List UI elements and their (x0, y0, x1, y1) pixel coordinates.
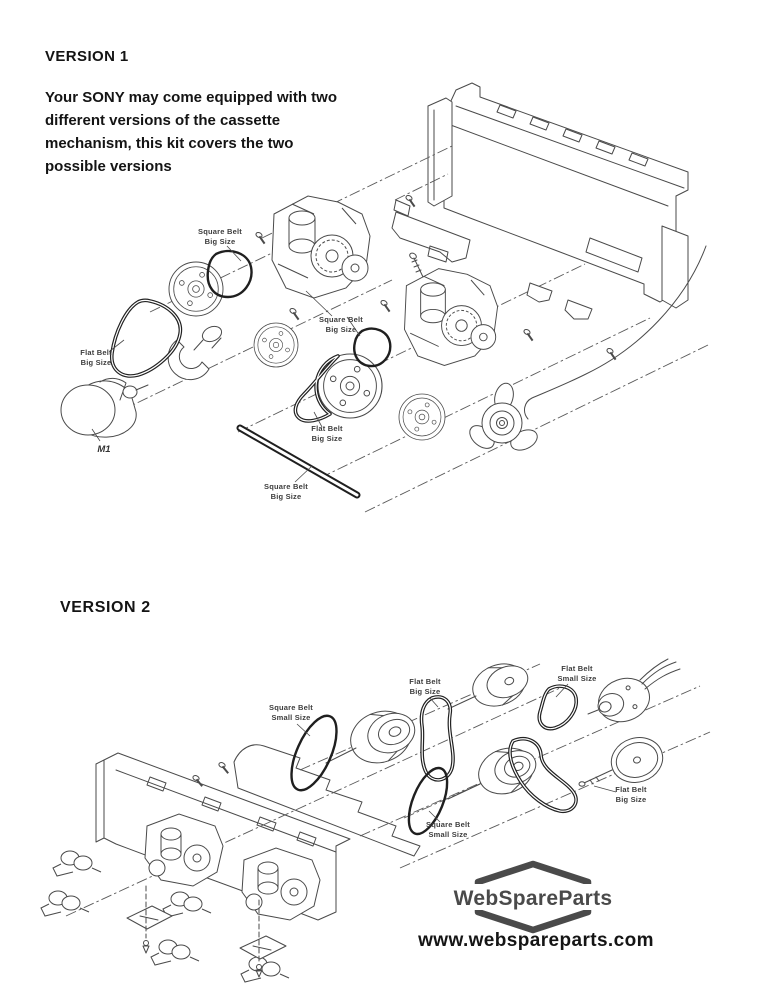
label-flat-belt-small: Flat Belt (561, 664, 593, 673)
mechanism-assembly-4 (242, 848, 320, 920)
pinch-roller (241, 957, 289, 982)
screw (254, 231, 268, 243)
svg-text:Small Size: Small Size (557, 674, 597, 683)
webspareparts-logo (438, 860, 628, 934)
flywheel-large (169, 262, 223, 316)
pulley-mid (472, 739, 543, 801)
mounting-pad (127, 906, 172, 929)
version2-heading: VERSION 2 (60, 599, 151, 616)
leader-line (594, 786, 616, 792)
label-square-belt-small-top: Square Belt (269, 703, 313, 712)
mechanism-assembly-1 (272, 196, 370, 298)
svg-text:Big Size: Big Size (270, 492, 302, 501)
leader-line (430, 698, 438, 707)
svg-text:Big Size: Big Size (615, 795, 647, 804)
website-url: www.webspareparts.com (418, 930, 654, 951)
lobed-mount (465, 381, 540, 454)
label-square-belt-big-top: Square Belt (198, 227, 242, 236)
svg-text:Big Size: Big Size (325, 325, 357, 334)
pinch-roller (163, 892, 211, 917)
label-flat-belt-big-top: Flat Belt (409, 677, 441, 686)
intro-paragraph: Your SONY may come equipped with two different versions of the cassette mechanism, this kit covers the two possible versions (45, 89, 337, 175)
pulley-top (467, 656, 535, 714)
screw (217, 762, 231, 774)
screw (404, 194, 418, 206)
coupling-piece (168, 324, 224, 380)
label-flat-belt-big-left: Flat Belt (80, 348, 112, 357)
screw (605, 347, 619, 359)
axis-line (400, 732, 710, 868)
screw (288, 307, 302, 319)
svg-text:Small Size: Small Size (271, 713, 311, 722)
leader-line (295, 466, 312, 482)
square-belt-big-mid-part (354, 329, 390, 366)
logo-text: WebSpareParts (453, 887, 613, 910)
pulley-shaft (448, 784, 480, 799)
label-motor-m1: M1 (97, 444, 111, 455)
svg-text:Small Size: Small Size (428, 830, 468, 839)
motor-m1 (61, 378, 148, 437)
label-flat-belt-big-right: Flat Belt (615, 785, 647, 794)
pulley-right-disc (605, 731, 668, 789)
pulley-big (343, 701, 423, 771)
label-square-belt-big-mid: Square Belt (319, 315, 363, 324)
flywheel-right (399, 394, 445, 440)
screw (379, 299, 393, 311)
mounting-pad (240, 936, 286, 959)
motor-v2 (588, 659, 680, 729)
pinch-roller (41, 891, 89, 916)
version1-heading: VERSION 1 (45, 48, 129, 65)
version1-diagram (61, 83, 708, 512)
screw (522, 328, 536, 340)
svg-text:Big Size: Big Size (80, 358, 112, 367)
svg-text:Big Size: Big Size (311, 434, 343, 443)
svg-text:Big Size: Big Size (204, 237, 236, 246)
flat-belt-small-part (539, 686, 576, 728)
shaft-screw (579, 770, 612, 786)
long-screw (409, 252, 423, 277)
label-square-belt-small-bottom: Square Belt (426, 820, 470, 829)
mechanism-assembly-2 (405, 269, 498, 366)
label-flat-belt-big-mid: Flat Belt (311, 424, 343, 433)
flywheel-mid (254, 323, 298, 367)
mechanism-assembly-3 (145, 814, 223, 886)
clip-part (565, 300, 592, 319)
pinch-roller (53, 851, 101, 876)
label-square-belt-big-bottom: Square Belt (264, 482, 308, 491)
pinch-roller (151, 940, 199, 965)
svg-text:Big Size: Big Size (409, 687, 441, 696)
square-belt-small-top-part (282, 710, 346, 797)
